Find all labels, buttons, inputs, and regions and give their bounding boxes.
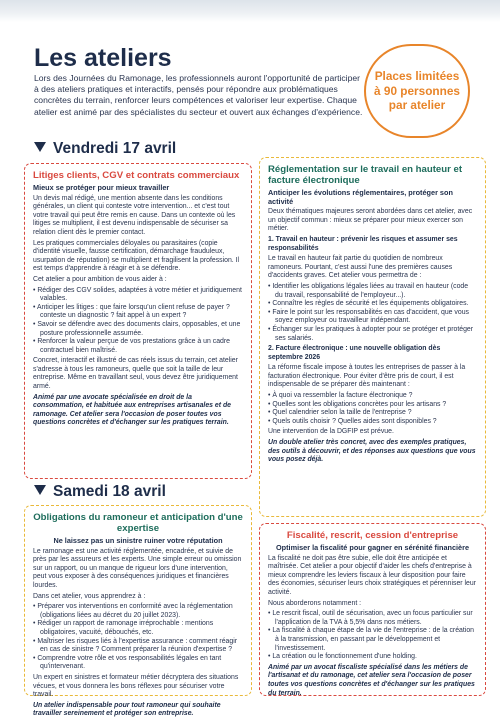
card-paragraph: Les pratiques commerciales déloyales ou parasitaires (copie d'identité visuelle, fausse certification, démarchage frauduleux, usurpation de réputation) se multiplient et fragilisent la profession. Il est temps d'apprendre à réagir et à se défendre.	[33, 239, 240, 273]
day-label-friday: Vendredi 17 avril	[53, 140, 177, 157]
card-paragraph: Deux thématiques majeures seront abordées dans cet atelier, avec un objectif commun : mieux se préparer pour mieux exercer son métier.	[268, 208, 473, 233]
card-subtitle: Mieux se protéger pour mieux travailler	[33, 183, 170, 192]
list-item: • Identifier les obligations légales liées au travail en hauteur (code du travail, responsabilité de l'employeur...).	[268, 283, 477, 300]
card-subtitle: Anticiper les évolutions réglementaires, protéger son activité	[268, 188, 453, 206]
card-title: Fiscalité, rescrit, cession d'entreprise	[286, 530, 459, 541]
list-item: • Faire le point sur les responsabilités en cas d'accident, que vous soyez employeur ou travailleur indépendant.	[268, 309, 477, 326]
card-paragraph: Un expert en sinistres et formateur métier décryptera des situations vécues, et vous donnera les bons réflexes pour sécuriser votre travail.	[33, 673, 239, 699]
places-limited-text: Places limitées à 90 personnes par atelier	[374, 69, 460, 113]
card-closing: Un double atelier très concret, avec des exemples pratiques, des outils à découvrir, et des réponses aux questions que vous vous posez déjà.	[268, 439, 476, 464]
list-item: • Rédiger un rapport de ramonage irréprochable : mentions obligatoires, vacuité, débouchés, etc.	[33, 620, 243, 637]
list-item: • La fiscalité à chaque étape de la vie de l'entreprise : de la création à la transmission, en passant par le développement et l'investissement.	[268, 627, 477, 653]
list-item: • Savoir se défendre avec des documents clairs, opposables, et une posture professionnelle assumée.	[33, 321, 243, 338]
card-paragraph: Un devis mal rédigé, une mention absente dans les conditions générales, un client qui conteste votre intervention... et c'est tout votre travail qui peut être remis en cause. Dans un contexte où les litiges se multiplient, il est devenu indispensable de sécuriser sa relation client dès le premier contact.	[33, 194, 236, 236]
card-title: Litiges clients, CGV et contrats commerciaux	[33, 170, 240, 181]
list-item: • Préparer vos interventions en conformité avec la réglementation (obligations liées au décret du 20 juillet 2023).	[33, 603, 243, 620]
intro-paragraph: Lors des Journées du Ramonage, les professionnels auront l'opportunité de participer à des ateliers pratiques et interactifs, pensés pour répondre aux problématiques concrètes du terrain, renforcer leurs compétences et valoriser leur expertise. Chaque atelier est animé par des spécialistes du secteur et ouvert aux échanges d'expérience.	[34, 73, 363, 117]
day-heading-friday	[34, 140, 176, 158]
list-item: • Connaître les règles de sécurité et les équipements obligatoires.	[268, 300, 477, 309]
triangle-down-icon	[34, 485, 46, 495]
card-section-heading: 1. Travail en hauteur : prévenir les risques et assumer ses responsabilités	[268, 235, 458, 252]
card-paragraph: La fiscalité ne doit pas être subie, elle doit être anticipée et maîtrisée. Cet atelier a pour objectif d'aider les chefs d'entreprise à mieux comprendre les leviers fiscaux à leur disposition pour faire des économies, sécuriser leurs choix stratégiques et pérenniser leur activité.	[268, 554, 476, 596]
list-item: • Maîtriser les risques liés à l'expertise assurance : comment réagir en cas de sinistre ? Comment préparer la réunion d'expertise ?	[33, 638, 243, 655]
day-heading-saturday	[34, 483, 166, 501]
card-paragraph: Dans cet atelier, vous apprendrez à :	[33, 592, 146, 600]
list-item: • Renforcer la valeur perçue de vos prestations grâce à un cadre contractuel bien maîtrisé.	[33, 338, 243, 355]
card-bullet-list	[33, 603, 243, 672]
list-item: • Le rescrit fiscal, outil de sécurisation, avec un focus particulier sur l'application de la TVA à 5,5% dans nos métiers.	[268, 610, 477, 627]
card-closing: Animé par un avocat fiscaliste spécialisé dans les métiers de l'artisanat et du ramonage, cet atelier sera l'occasion de poser toutes vos questions concrètes et d'échanger sur les pratiques du terrain.	[268, 663, 475, 697]
list-item: • Comprendre votre rôle et vos responsabilités légales en tant qu'intervenant.	[33, 655, 243, 672]
top-decorative-band	[0, 0, 500, 22]
card-title: Réglementation sur le travail en hauteur et facture électronique	[268, 164, 463, 186]
list-item: • Quelles sont les obligations concrètes pour les artisans ?	[268, 401, 477, 410]
card-paragraph: Une intervention de la DGFIP est prévue.	[268, 428, 394, 436]
card-bullet-list	[268, 392, 477, 426]
card-closing: Animé par une avocate spécialisée en droit de la consommation, et habituée aux entreprises artisanales et de ramonage. Cet atelier sera l'occasion de poser toutes vos questions concrètes et d'échanger sur les pratiques terrain.	[33, 393, 231, 427]
workshop-card-fiscalite	[259, 523, 486, 696]
card-bullet-list	[268, 283, 477, 343]
list-item: • La création ou le fonctionnement d'une holding.	[268, 653, 477, 662]
workshop-card-reglementation	[259, 157, 486, 517]
list-item: • À quoi va ressembler la facture électronique ?	[268, 392, 477, 401]
list-item: • Quel calendrier selon la taille de l'entreprise ?	[268, 409, 477, 418]
card-closing: Un atelier indispensable pour tout ramoneur qui souhaite travailler sereinement et protéger son entreprise.	[33, 701, 221, 718]
day-label-saturday: Samedi 18 avril	[53, 483, 166, 500]
card-section-heading: 2. Facture électronique : une nouvelle obligation dès septembre 2026	[268, 345, 441, 361]
page-title: Les ateliers	[34, 44, 172, 72]
card-paragraph: Cet atelier a pour ambition de vous aider à :	[33, 275, 167, 283]
card-subtitle: Optimiser la fiscalité pour gagner en sérénité financière	[275, 543, 470, 552]
list-item: • Échanger sur les pratiques à adopter pour se protéger et protéger ses salariés.	[268, 326, 477, 343]
list-item: • Anticiper les litiges : que faire lorsqu'un client refuse de payer ? conteste un diagnostic ? fait appel à un expert ?	[33, 304, 243, 321]
card-subtitle: Ne laissez pas un sinistre ruiner votre réputation	[53, 536, 223, 545]
card-paragraph: Le travail en hauteur fait partie du quotidien de nombreux ramoneurs. Pourtant, c'est aussi l'une des premières causes d'accidents graves. Cet atelier vous permettra de :	[268, 255, 453, 280]
workshop-card-litiges	[24, 163, 252, 479]
list-item: • Quels outils choisir ? Quelles aides sont disponibles ?	[268, 418, 477, 427]
card-paragraph: Nous aborderons notamment :	[268, 599, 362, 607]
triangle-down-icon	[34, 142, 46, 152]
card-paragraph: Le ramonage est une activité réglementée, encadrée, et suivie de près par les assureurs et les experts. Une simple erreur ou omission sur un rapport, ou un manque de rigueur lors d'une intervention, peut vous exposer à des conséquences juridiques et financières lourdes.	[33, 547, 242, 589]
places-limited-badge	[364, 44, 470, 138]
card-bullet-list	[33, 287, 243, 356]
card-paragraph: Concret, interactif et illustré de cas réels issus du terrain, cet atelier s'adresse à tous les ramoneurs, quelle que soit la taille de leur entreprise. Même en travaillant seul, vous devez être juridiquement armé.	[33, 357, 238, 391]
card-title: Obligations du ramoneur et anticipation d'une expertise	[33, 512, 243, 534]
card-paragraph: La réforme fiscale impose à toutes les entreprises de passer à la facturation électronique. Pour éviter d'être pris de court, il est indispensable de se préparer dès maintenant :	[268, 364, 466, 389]
workshop-card-obligations	[24, 505, 252, 718]
card-bullet-list	[268, 610, 477, 662]
list-item: • Rédiger des CGV solides, adaptées à votre métier et juridiquement valables.	[33, 287, 243, 304]
